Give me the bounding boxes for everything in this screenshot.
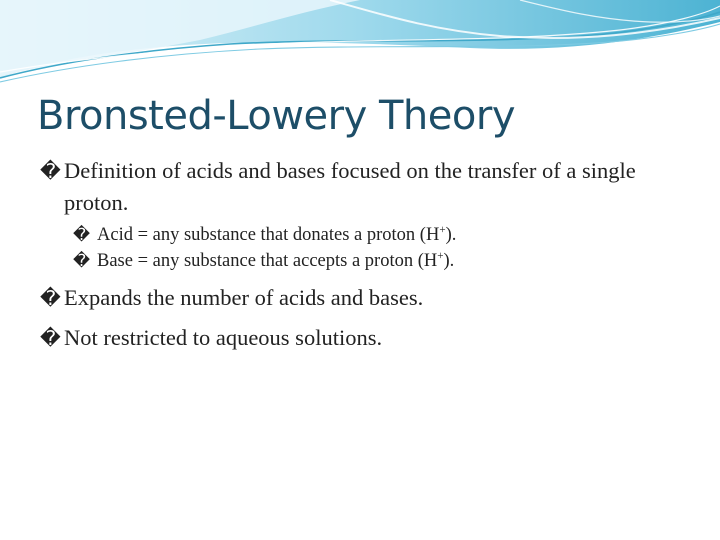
bullet-glyph-icon: � <box>73 251 91 270</box>
bullet-text: Not restricted to aqueous solutions. <box>64 325 383 350</box>
bullet-item <box>40 155 680 218</box>
bullet-text: Expands the number of acids and bases. <box>64 285 424 310</box>
bullet-item <box>40 322 680 354</box>
slide-title: Bronsted-Lowery Theory <box>37 93 515 139</box>
bullet-text-end: ). <box>445 225 457 245</box>
bullet-text: Base = any substance that accepts a proton (H <box>97 251 438 271</box>
sub-bullet-item <box>73 248 680 274</box>
bullet-glyph-icon: � <box>40 286 61 310</box>
bullet-item <box>40 282 680 314</box>
superscript-charge: + <box>439 223 446 236</box>
bullet-glyph-icon: � <box>40 326 61 350</box>
bullet-glyph-icon: � <box>40 159 61 183</box>
bullet-text: Definition of acids and bases focused on the transfer of a single proton. <box>64 158 636 215</box>
bullet-list <box>40 155 680 354</box>
superscript-charge: + <box>437 249 444 262</box>
bullet-text: Acid = any substance that donates a proton (H <box>97 225 440 245</box>
header-wave-decoration <box>0 0 720 90</box>
bullet-glyph-icon: � <box>73 225 91 244</box>
bullet-text-end: ). <box>443 251 455 271</box>
sub-bullet-item <box>73 222 680 248</box>
